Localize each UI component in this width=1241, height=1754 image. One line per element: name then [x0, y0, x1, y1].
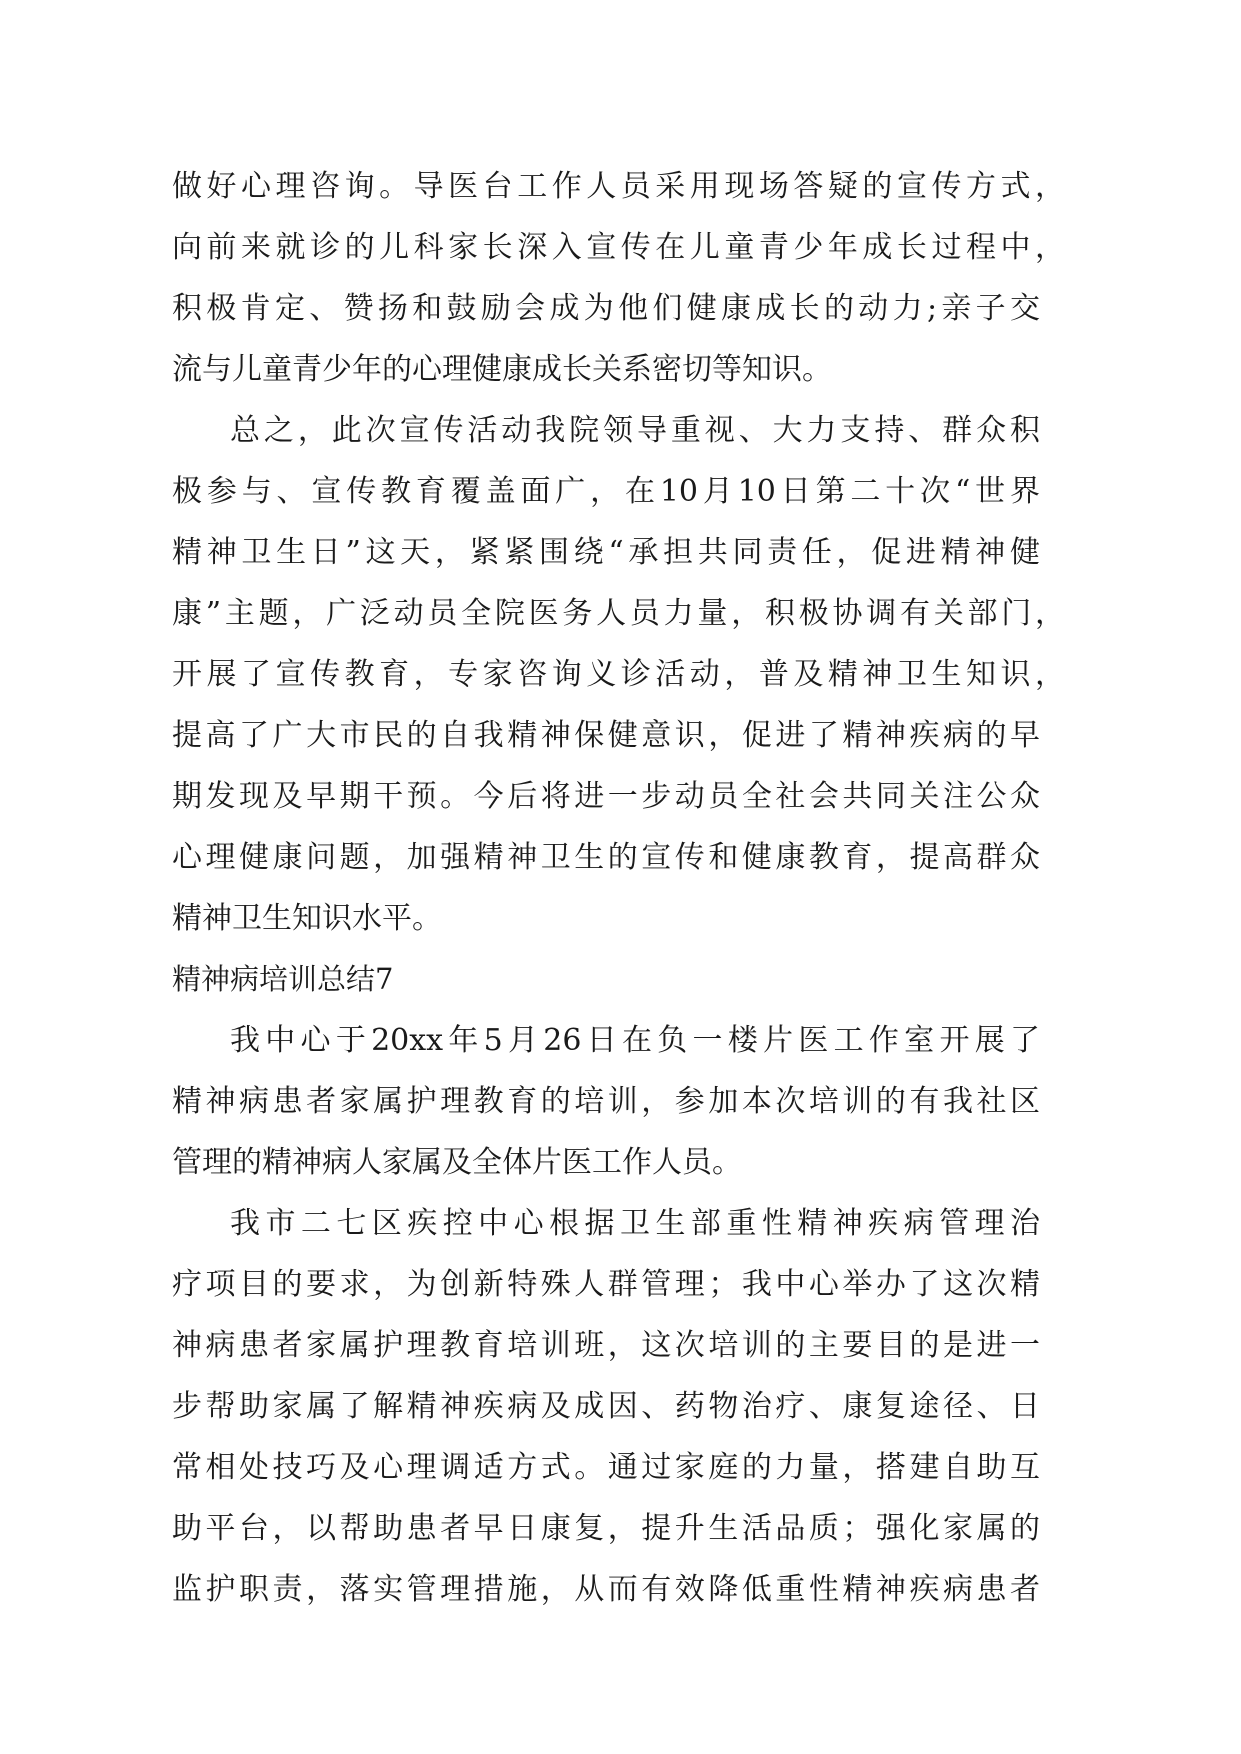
text-line: 向前来就诊的儿科家长深入宣传在儿童青少年成长过程中，	[172, 230, 1065, 265]
text-line: 管理的精神病人家属及全体片医工作人员。	[172, 1145, 742, 1180]
text-line: 常相处技巧及心理调适方式。通过家庭的力量，搭建自助互	[172, 1450, 1040, 1485]
text-line: 助平台，以帮助患者早日康复，提升生活品质；强化家属的	[172, 1511, 1040, 1546]
text-line: 流与儿童青少年的心理健康成长关系密切等知识。	[172, 352, 832, 387]
text-line: 做好心理咨询。导医台工作人员采用现场答疑的宣传方式，	[172, 169, 1065, 204]
text-line: 期发现及早期干预。今后将进一步动员全社会共同关注公众	[172, 779, 1040, 814]
text-line: 积极肯定、赞扬和鼓励会成为他们健康成长的动力;亲子交	[172, 291, 1040, 326]
text-line: 精神卫生知识水平。	[172, 901, 442, 936]
section-heading: 精神病培训总结7	[172, 962, 394, 996]
text-line: 总之，此次宣传活动我院领导重视、大力支持、群众积	[230, 413, 1040, 448]
text-line: 我市二七区疾控中心根据卫生部重性精神疾病管理治	[230, 1206, 1040, 1241]
text-line: 极参与、宣传教育覆盖面广，在10月10日第二十次“世界	[172, 474, 1040, 509]
text-line: 开展了宣传教育，专家咨询义诊活动，普及精神卫生知识，	[172, 657, 1065, 692]
text-line: 精神病患者家属护理教育的培训，参加本次培训的有我社区	[172, 1084, 1040, 1119]
text-line: 提高了广大市民的自我精神保健意识，促进了精神疾病的早	[172, 718, 1040, 753]
text-line: 步帮助家属了解精神疾病及成因、药物治疗、康复途径、日	[172, 1389, 1040, 1424]
text-line: 疗项目的要求，为创新特殊人群管理；我中心举办了这次精	[172, 1267, 1040, 1302]
text-line: 我中心于20xx年5月26日在负一楼片医工作室开展了	[230, 1023, 1040, 1058]
text-line: 精神卫生日”这天，紧紧围绕“承担共同责任，促进精神健	[172, 535, 1040, 570]
text-line: 康”主题，广泛动员全院医务人员力量，积极协调有关部门，	[172, 596, 1065, 631]
text-line: 心理健康问题，加强精神卫生的宣传和健康教育，提高群众	[172, 840, 1040, 875]
text-line: 监护职责，落实管理措施，从而有效降低重性精神疾病患者	[172, 1572, 1040, 1607]
text-line: 神病患者家属护理教育培训班，这次培训的主要目的是进一	[172, 1328, 1040, 1363]
